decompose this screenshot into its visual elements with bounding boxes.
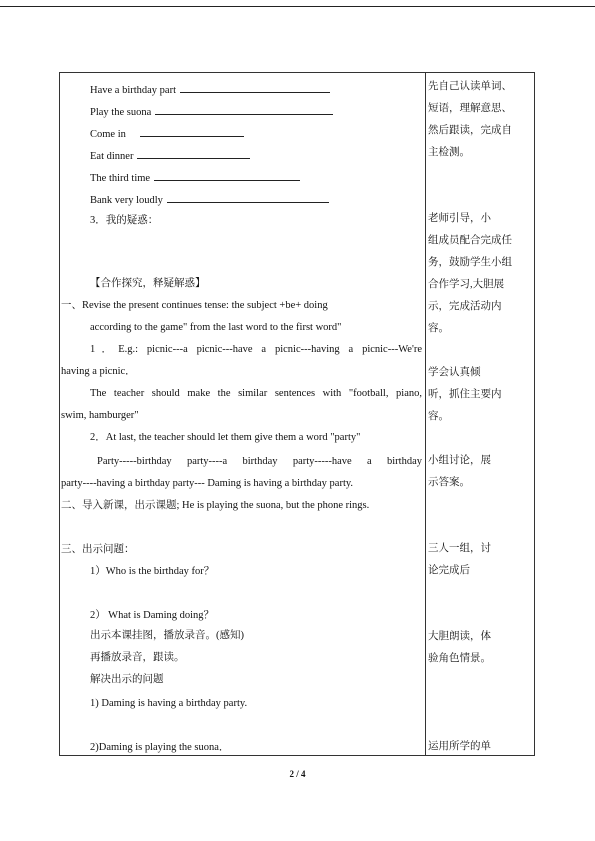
last-step: 2．At last, the teacher should let them give them a word "party" (90, 432, 361, 443)
answer-blank[interactable] (137, 148, 250, 159)
page-number: 2 / 4 (289, 769, 306, 779)
activity-note-2: 老师引导，小 组成员配合完成任 务，鼓励学生小组 合作学习,大胆展 示，完成活动内 容。 (428, 213, 512, 334)
activity-note-3: 学会认真倾 听，抓住主要内 容。 (428, 367, 502, 422)
teacher-note-line-1: The teacher should make the similar sentences with "football, piano, (90, 388, 422, 399)
answer-blank[interactable] (167, 192, 329, 203)
answer-2: 2)Daming is playing the suona． (90, 742, 230, 753)
cooperation-heading: 【合作探究，释疑解惑】 (90, 278, 206, 289)
question-doubts: 3．我的疑惑： (90, 215, 159, 226)
show-picture-step: 出示本课挂图，播放录音。(感知) (90, 630, 244, 641)
vocab-item: The third time (90, 170, 300, 186)
section-2: 二、导入新课，出示课题; He is playing the suona, but the phone rings. (61, 500, 370, 511)
vocab-item: Play the suona (90, 104, 333, 120)
teacher-note-line-2: swim, hamburger" (61, 410, 139, 421)
answer-blank[interactable] (154, 170, 300, 181)
activity-note-7: 运用所学的单 (428, 741, 491, 752)
activity-note-1: 先自己认读单词、 短语，理解意思、 然后跟读，完成自 主检测。 (428, 81, 512, 158)
party-chain-line-1: Party-----birthday party----a birthday party-----have a birthday (97, 456, 422, 467)
answer-blank[interactable] (140, 126, 244, 137)
section-1-line-2: according to the game" from the last word to the first word" (90, 322, 342, 333)
activity-note-6: 大胆朗读，体 验角色情景。 (428, 631, 491, 664)
answer-blank[interactable] (180, 82, 330, 93)
activity-note-4: 小组讨论，展 示答案。 (428, 455, 491, 488)
activity-note-5: 三人一组，讨 论完成后 (428, 543, 491, 576)
example-line-1: 1．E.g.: picnic---a picnic---have a picnic---having a picnic---We're (90, 344, 422, 355)
vocab-item: Bank very loudly (90, 192, 329, 208)
vocab-item: Eat dinner (90, 148, 250, 164)
question-2: 2） What is Daming doing？ (90, 610, 215, 621)
top-rule (0, 6, 595, 7)
example-line-2: having a picnic． (61, 366, 136, 377)
answer-blank[interactable] (155, 104, 333, 115)
section-1-line-1: 一、Revise the present continues tense: the subject +be+ doing (61, 300, 328, 311)
answer-1: 1) Daming is having a birthday party. (90, 698, 248, 709)
replay-step: 再播放录音，跟读。 (90, 652, 185, 663)
party-chain-line-2: party----having a birthday party--- Daming is having a birthday party. (61, 478, 354, 489)
column-divider (425, 73, 426, 755)
section-3: 三、出示问题： (61, 544, 135, 555)
vocab-item: Come in (90, 126, 244, 142)
lesson-table (59, 72, 535, 756)
vocab-item: Have a birthday part (90, 82, 330, 98)
question-1: 1）Who is the birthday for？ (90, 566, 215, 577)
solve-step: 解决出示的问题 (90, 674, 164, 685)
